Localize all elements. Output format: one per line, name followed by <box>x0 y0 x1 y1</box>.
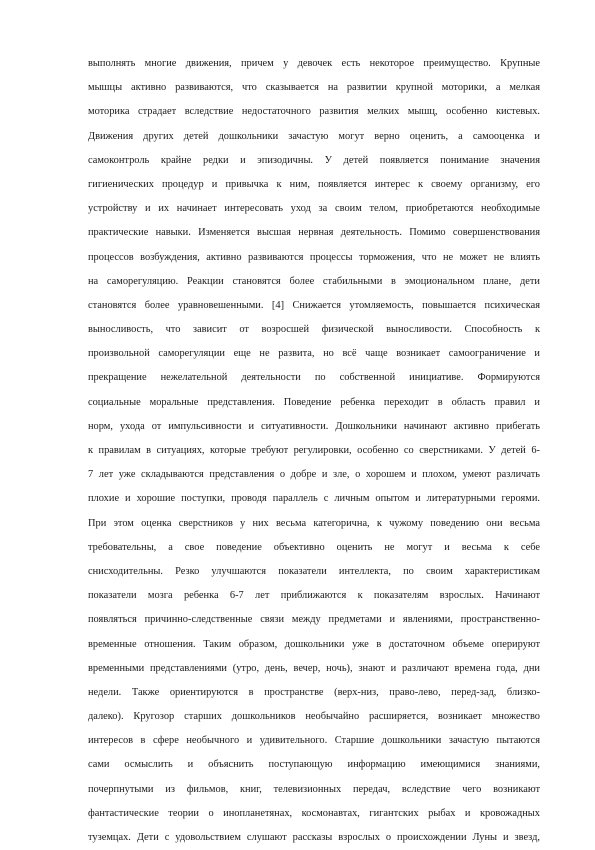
text-line: норм, ухода от импульсивности и ситуативности. Дошкольники начинают активно прибегать <box>88 420 540 432</box>
text-line: Движения других детей дошкольники зачастую могут верно оценить, а самооценка и <box>88 130 540 142</box>
text-line: недели. Также ориентируются в пространстве (верх-низ, право-лево, перед-зад, близко- <box>88 686 540 698</box>
text-line: на саморегуляцию. Реакции становятся более стабильными в эмоциональном плане, дети <box>88 275 540 287</box>
text-line: гигиенических процедур и привычка к ним, появляется интерес к своему организму, его <box>88 178 540 190</box>
text-line: социальные моральные представления. Поведение ребенка переходит в область правил и <box>88 396 540 408</box>
text-line: самоконтроль крайне редки и эпизодичны. У детей появляется понимание значения <box>88 154 540 166</box>
text-line: сами осмыслить и объяснить поступающую информацию имеющимися знаниями, <box>88 759 540 771</box>
text-line: туземцах. Дети с удовольствием слушают рассказы взрослых о происхождении Луны и звезд, <box>88 832 540 843</box>
text-line: устройству и их начинает интересовать уход за своим телом, приобретаются необходимые <box>88 203 540 215</box>
text-line: выносливость, что зависит от возросшей физической выносливости. Способность к <box>88 324 540 336</box>
text-line: плохие и хорошие поступки, проводя параллель с личным опытом и литературными героями. <box>88 493 540 505</box>
text-line: прекращение нежелательной деятельности по собственной инициативе. Формируются <box>88 372 540 384</box>
text-line: моторика страдает вследствие недостаточного развития мелких мышц, особенно кистевых. <box>88 106 540 118</box>
text-line: 7 лет уже складываются представления о добре и зле, о хорошем и плохом, умеют различать <box>88 469 540 481</box>
text-line: появляться причинно-следственные связи между предметами и явлениями, пространственно- <box>88 614 540 626</box>
text-line: становятся более уравновешенными. [4] Снижается утомляемость, повышается психическая <box>88 299 540 311</box>
text-line: практические навыки. Изменяется высшая нервная деятельность. Помимо совершенствования <box>88 227 540 239</box>
text-line: почерпнутыми из фильмов, книг, телевизионных передач, вследствие чего возникают <box>88 783 540 795</box>
text-line: к правилам в ситуациях, которые требуют регулировки, особенно со сверстниками. У детей 6- <box>88 445 540 456</box>
text-line: При этом оценка сверстников у них весьма категорична, к чужому поведению они весьма <box>88 517 540 529</box>
body-text <box>88 52 540 850</box>
text-line: произвольной саморегуляции еще не развита, но всё чаще возникает самоограничение и <box>88 348 540 360</box>
text-line: фантастические теории о инопланетянах, космонавтах, гигантских рыбах и кровожадных <box>88 807 540 819</box>
text-line: интересов в сфере необычного и удивительного. Старшие дошкольники зачастую пытаются <box>88 735 540 747</box>
text-line: процессов возбуждения, активно развиваются процессы торможения, что не может не влиять <box>88 251 540 263</box>
text-line: требовательны, а свое поведение объективно оценить не могут и весьма к себе <box>88 541 540 553</box>
text-line: далеко). Кругозор старших дошкольников необычайно расширяется, возникает множество <box>88 711 540 723</box>
text-line: мышцы активно развиваются, что сказывается на развитии крупной моторики, а мелкая <box>88 82 540 94</box>
text-line: снисходительны. Резко улучшаются показатели интеллекта, по своим характеристикам <box>88 565 540 577</box>
text-line: показатели мозга ребенка 6-7 лет приближаются к показателям взрослых. Начинают <box>88 590 540 602</box>
text-line: временные отношения. Таким образом, дошкольники уже в достаточном объеме оперируют <box>88 638 540 650</box>
text-line: временными представлениями (утро, день, вечер, ночь), знают и различают времена года, дни <box>88 662 540 674</box>
text-line: выполнять многие движения, причем у девочек есть некоторое преимущество. Крупные <box>88 58 540 69</box>
